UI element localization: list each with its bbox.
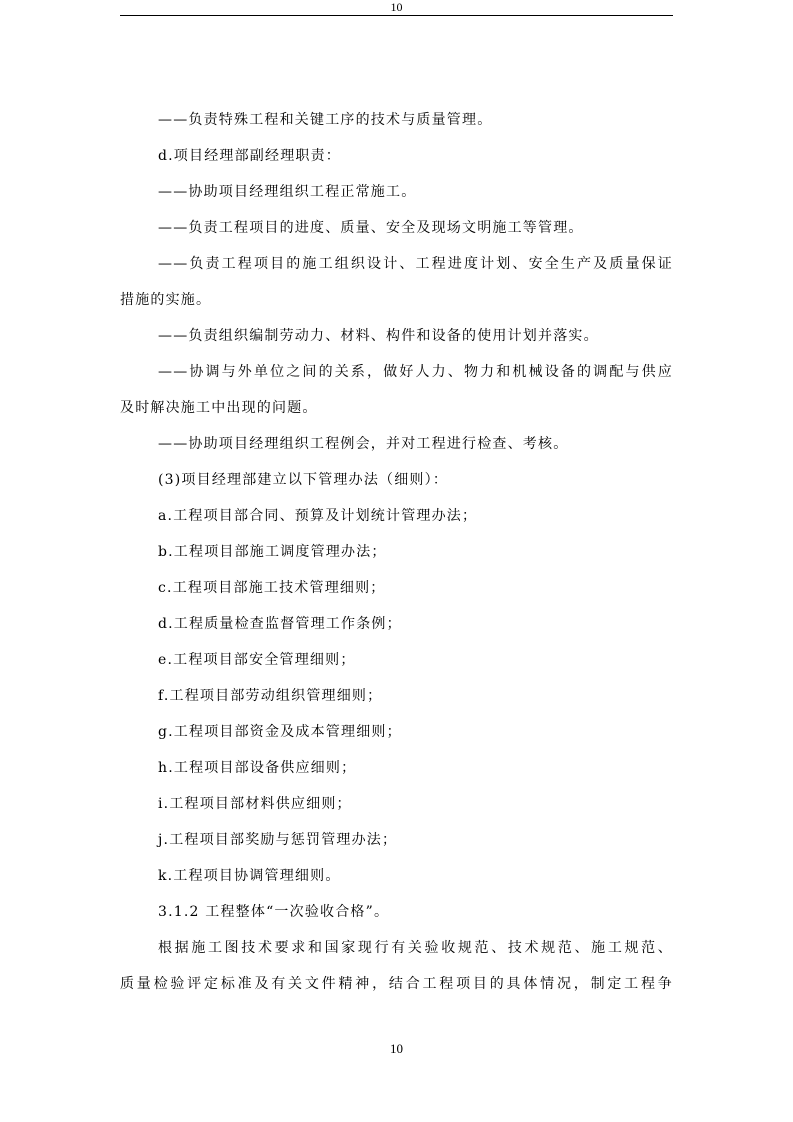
rule-list-item: a.工程项目部合同、预算及计划统计管理办法； — [158, 508, 478, 524]
document-body — [120, 102, 673, 1002]
rule-list-item: f.工程项目部劳动组织管理细则； — [158, 688, 383, 704]
duty-line-continuation: 措施的实施。 — [120, 292, 212, 308]
section-heading-3: (3)项目经理部建立以下管理办法（细则）： — [158, 472, 449, 488]
duty-line: ——负责工程项目的施工组织设计、工程进度计划、安全生产及质量保证 — [158, 256, 673, 272]
section-heading-3-1-2: 3.1.2 工程整体“一次验收合格”。 — [158, 904, 390, 920]
duty-line: ——负责工程项目的进度、质量、安全及现场文明施工等管理。 — [158, 220, 584, 236]
footer-page-number: 10 — [390, 1041, 403, 1056]
duty-line: ——负责特殊工程和关键工序的技术与质量管理。 — [158, 112, 493, 128]
paragraph-line: 质量检验评定标准及有关文件精神，结合工程项目的具体情况，制定工程争 — [120, 976, 673, 992]
rule-list-item: h.工程项目部设备供应细则； — [158, 760, 357, 776]
rule-list-item: g.工程项目部资金及成本管理细则； — [158, 724, 402, 740]
duty-line: ——负责组织编制劳动力、材料、构件和设备的使用计划并落实。 — [158, 328, 599, 344]
rule-list-item: k.工程项目协调管理细则。 — [158, 868, 341, 884]
header-rule — [120, 15, 673, 16]
rule-list-item: j.工程项目部奖励与惩罚管理办法； — [158, 832, 398, 848]
duty-line: ——协助项目经理组织工程正常施工。 — [158, 184, 417, 200]
paragraph-line: 根据施工图技术要求和国家现行有关验收规范、技术规范、施工规范、 — [158, 940, 673, 956]
duty-line: ——协助项目经理组织工程例会，并对工程进行检查、考核。 — [158, 436, 569, 452]
duty-line-continuation: 及时解决施工中出现的问题。 — [120, 400, 318, 416]
section-heading-d: d.项目经理部副经理职责： — [158, 148, 342, 164]
duty-line: ——协调与外单位之间的关系，做好人力、物力和机械设备的调配与供应 — [158, 364, 673, 380]
rule-list-item: i.工程项目部材料供应细则； — [158, 796, 352, 812]
rule-list-item: c.工程项目部施工技术管理细则； — [158, 580, 386, 596]
rule-list-item: b.工程项目部施工调度管理办法； — [158, 544, 387, 560]
rule-list-item: e.工程项目部安全管理细则； — [158, 652, 356, 668]
rule-list-item: d.工程质量检查监督管理工作条例； — [158, 616, 402, 632]
header-page-number: 10 — [390, 0, 403, 14]
